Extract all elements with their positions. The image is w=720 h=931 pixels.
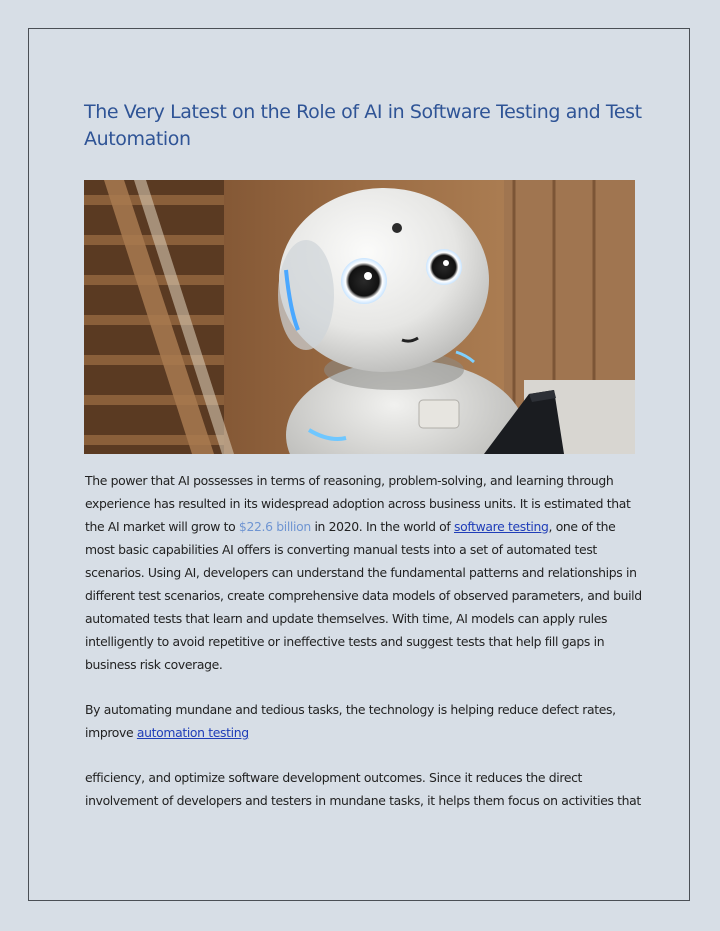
paragraph-ai-capabilities xyxy=(85,469,645,676)
document-title xyxy=(84,99,644,153)
text-fragment: the AI market will grow to xyxy=(85,519,239,534)
text-fragment: , one of the xyxy=(548,519,616,534)
paragraph-1-line-1: The power that AI possesses in terms of reasoning, problem-solving, and learning through xyxy=(85,473,614,488)
paragraph-1-line-2: experience has resulted in its widespread adoption across business units. It is estimated that xyxy=(85,496,631,511)
robot-photo xyxy=(84,180,635,454)
market-size-highlight: $22.6 billion xyxy=(238,519,311,534)
paragraph-1-line-8: intelligently to avoid repetitive or ineffective tests and suggest tests that help fill gaps in xyxy=(85,634,605,649)
title-line-1: The Very Latest on the Role of AI in Software Testing and Test xyxy=(84,101,642,123)
paragraph-3-line-1: efficiency, and optimize software development outcomes. Since it reduces the direct xyxy=(85,770,583,785)
title-line-2: Automation xyxy=(84,128,191,150)
text-fragment: improve xyxy=(85,725,137,740)
text-fragment: in 2020. In the world of xyxy=(310,519,454,534)
paragraph-automation xyxy=(85,698,645,744)
paragraph-1-line-5: scenarios. Using AI, developers can understand the fundamental patterns and relationships in xyxy=(85,565,637,580)
paragraph-1-line-4: most basic capabilities AI offers is converting manual tests into a set of automated test xyxy=(85,542,597,557)
paragraph-1-line-6: different test scenarios, create comprehensive data models of observed parameters, and build xyxy=(85,588,642,603)
software-testing-link[interactable]: software testing xyxy=(454,519,549,534)
paragraph-2-line-1: By automating mundane and tedious tasks, the technology is helping reduce defect rates, xyxy=(85,702,616,717)
paragraph-1-line-7: automated tests that learn and update themselves. With time, AI models can apply rules xyxy=(85,611,608,626)
paragraph-3-line-2: involvement of developers and testers in mundane tasks, it helps them focus on activities that xyxy=(85,793,641,808)
paragraph-efficiency xyxy=(85,766,645,812)
paragraph-1-line-9: business risk coverage. xyxy=(85,657,223,672)
paragraph-2-line-2 xyxy=(85,721,645,744)
paragraph-1-line-3 xyxy=(85,515,645,538)
automation-testing-link[interactable]: automation testing xyxy=(136,725,249,740)
